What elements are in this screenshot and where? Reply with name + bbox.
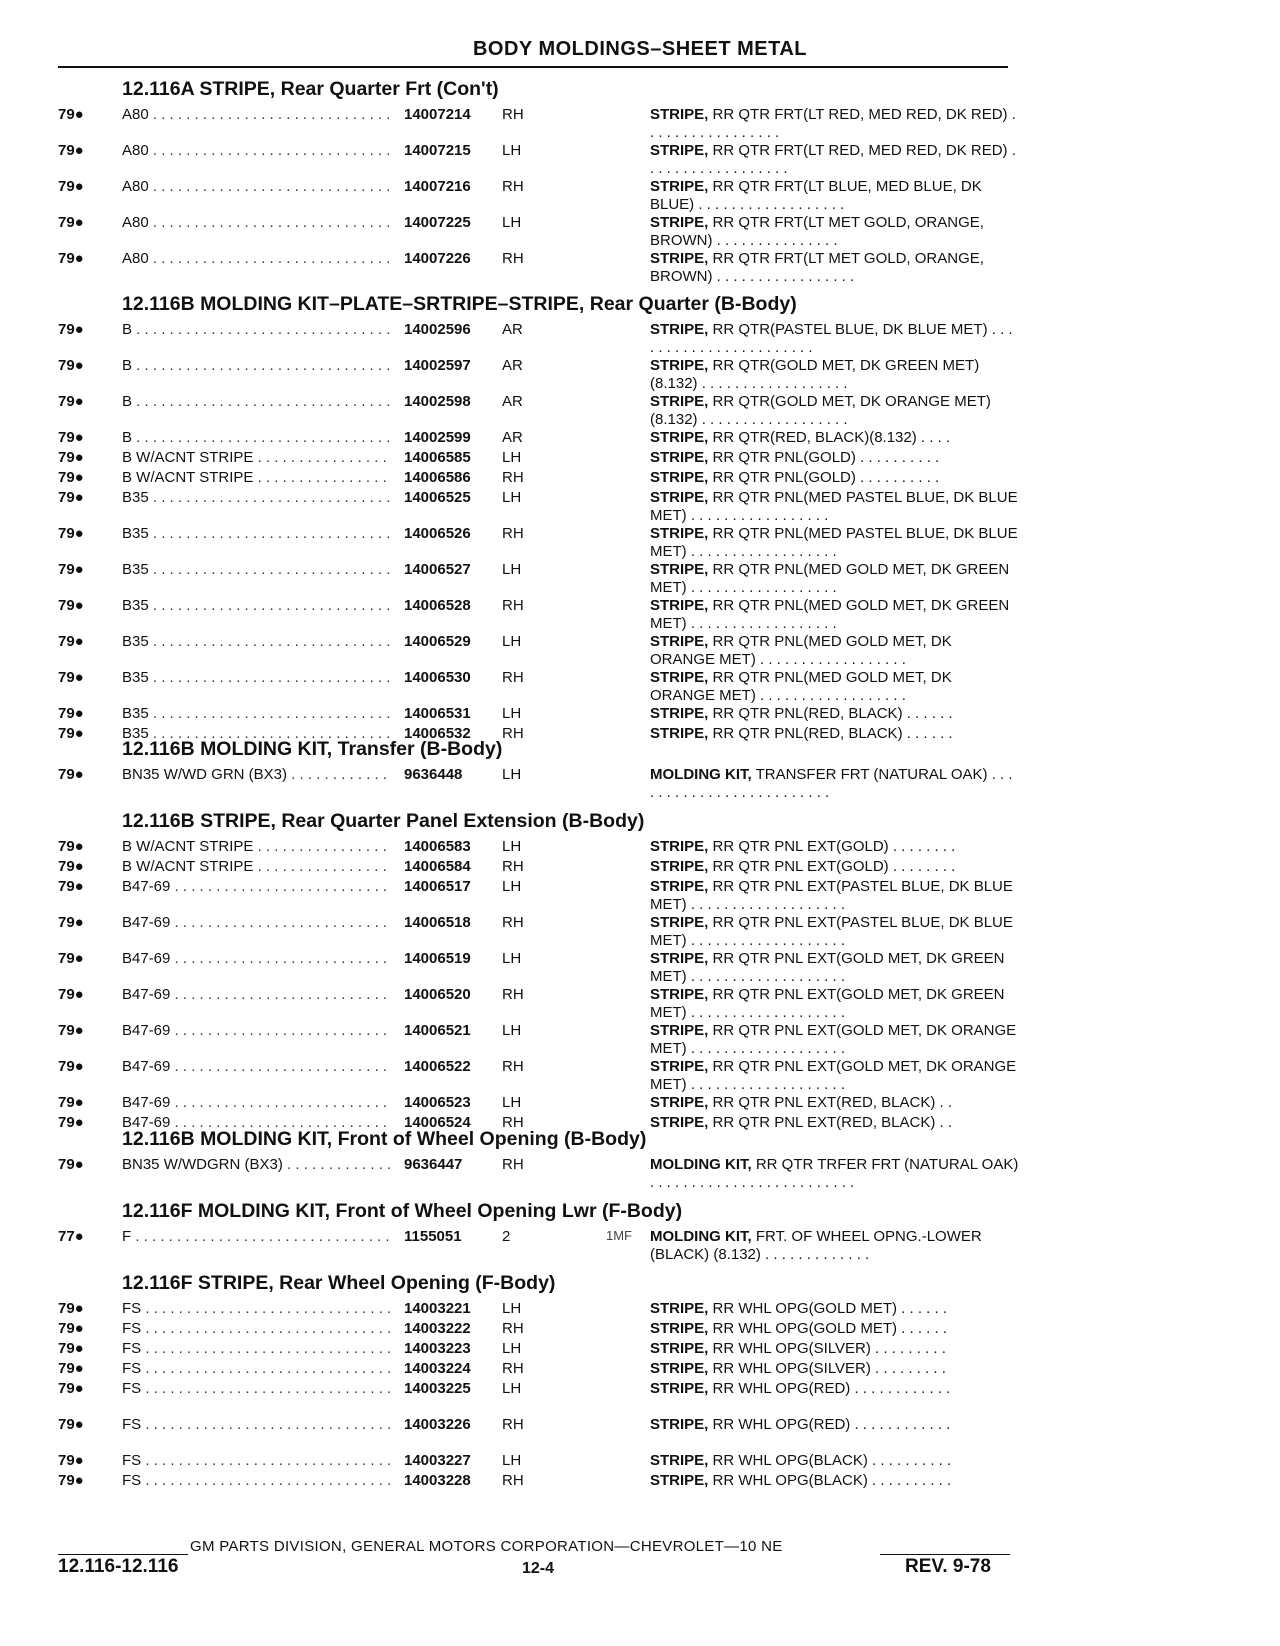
illustration-ref: 79●	[58, 1114, 84, 1131]
part-description-detail: RR QTR(GOLD MET, DK GREEN MET)(8.132) . . . . . . . . . . . . . . . . . .	[650, 357, 980, 392]
section-heading: 12.116B MOLDING KIT, Transfer (B-Body)	[122, 738, 503, 760]
part-description	[650, 766, 1020, 802]
part-description-name: STRIPE,	[650, 633, 709, 650]
section-heading: 12.116B STRIPE, Rear Quarter Panel Extension (B-Body)	[122, 810, 645, 832]
part-description-detail: RR WHL OPG(GOLD MET) . . . . . .	[712, 1300, 947, 1317]
application-code: B35 . . .	[122, 489, 392, 506]
application-code: B W/ACNT STRIPE . . .	[122, 858, 392, 875]
application-code: B . . .	[122, 357, 392, 374]
application-code: A80 . . .	[122, 250, 392, 267]
illustration-ref: 79●	[58, 766, 84, 783]
part-number: 14006517	[400, 878, 471, 895]
part-description-detail: RR QTR PNL(MED GOLD MET, DK GREEN MET) . . . . . . . . . . . . . . . . . .	[650, 597, 1010, 632]
part-description-name: STRIPE,	[650, 469, 709, 486]
footer-rule-left	[58, 1554, 188, 1555]
part-number: 14006522	[400, 1058, 471, 1075]
footer-rule-right	[880, 1554, 1010, 1555]
part-description-detail: RR QTR PNL EXT(GOLD MET, DK ORANGE MET) . . . . . . . . . . . . . . . . . . .	[650, 1022, 1017, 1057]
part-description-name: STRIPE,	[650, 1452, 709, 1469]
part-description	[650, 357, 1020, 393]
illustration-ref: 79●	[58, 489, 84, 506]
quantity: RH	[502, 525, 524, 542]
application-code: FS . . .	[122, 1360, 392, 1377]
application-code: B35 . . .	[122, 525, 392, 542]
quantity: RH	[502, 1320, 524, 1337]
part-number: 14006525	[400, 489, 471, 506]
page-title: BODY MOLDINGS–SHEET METAL	[472, 38, 807, 60]
part-number: 14006520	[400, 986, 471, 1003]
part-number: 14003226	[400, 1416, 471, 1433]
part-description-name: STRIPE,	[650, 1094, 709, 1111]
header-rule	[58, 66, 1008, 68]
part-description-detail: RR QTR PNL(MED PASTEL BLUE, DK BLUE MET) . . . . . . . . . . . . . . . . . .	[650, 525, 1018, 560]
part-description-name: STRIPE,	[650, 669, 709, 686]
part-description	[650, 250, 1020, 286]
part-number: 14006524	[400, 1114, 471, 1131]
part-description	[650, 633, 1020, 669]
part-number: 14006583	[400, 838, 471, 855]
part-description-name: STRIPE,	[650, 429, 709, 446]
part-number: 14006529	[400, 633, 471, 650]
part-description	[650, 449, 1020, 467]
part-description-name: STRIPE,	[650, 1416, 709, 1433]
application-code: B35 . . .	[122, 669, 392, 686]
quantity: AR	[502, 393, 523, 410]
illustration-ref: 79●	[58, 449, 84, 466]
part-description	[650, 705, 1020, 723]
part-description	[650, 1472, 1020, 1490]
illustration-ref: 79●	[58, 597, 84, 614]
part-description-name: STRIPE,	[650, 1380, 709, 1397]
part-description	[650, 321, 1020, 357]
part-description-name: STRIPE,	[650, 214, 709, 231]
illustration-ref: 79●	[58, 1300, 84, 1317]
application-code: B W/ACNT STRIPE . . .	[122, 449, 392, 466]
part-description	[650, 1300, 1020, 1318]
application-code: A80 . . .	[122, 214, 392, 231]
dealer-code: 1MF	[606, 1228, 632, 1243]
application-code: B47-69 . . .	[122, 1114, 392, 1131]
application-code: B W/ACNT STRIPE . . .	[122, 838, 392, 855]
illustration-ref: 79●	[58, 633, 84, 650]
application-code: B35 . . .	[122, 633, 392, 650]
illustration-ref: 79●	[58, 250, 84, 267]
quantity: 2	[502, 1228, 511, 1245]
part-description	[650, 1156, 1020, 1192]
application-code: FS . . .	[122, 1472, 392, 1489]
quantity: RH	[502, 669, 524, 686]
part-number: 14003225	[400, 1380, 471, 1397]
application-code: FS . . .	[122, 1340, 392, 1357]
quantity: LH	[502, 1094, 522, 1111]
part-description-name: STRIPE,	[650, 357, 709, 374]
part-description-detail: RR QTR(GOLD MET, DK ORANGE MET)(8.132) . . . . . . . . . . . . . . . . . .	[650, 393, 991, 428]
part-description	[650, 429, 1020, 447]
illustration-ref: 79●	[58, 429, 84, 446]
illustration-ref: 79●	[58, 986, 84, 1003]
part-description	[650, 858, 1020, 876]
application-code: FS . . .	[122, 1300, 392, 1317]
application-code: A80 . . .	[122, 178, 392, 195]
part-description-name: MOLDING KIT,	[650, 1156, 752, 1173]
illustration-ref: 79●	[58, 321, 84, 338]
part-number: 14002598	[400, 393, 471, 410]
part-description-name: STRIPE,	[650, 321, 709, 338]
quantity: LH	[502, 878, 522, 895]
quantity: LH	[502, 838, 522, 855]
part-number: 14006585	[400, 449, 471, 466]
illustration-ref: 79●	[58, 561, 84, 578]
application-code: B47-69 . . .	[122, 950, 392, 967]
part-description-name: STRIPE,	[650, 1022, 709, 1039]
application-code: B47-69 . . .	[122, 1094, 392, 1111]
part-description-name: STRIPE,	[650, 1300, 709, 1317]
part-description-name: STRIPE,	[650, 250, 709, 267]
quantity: LH	[502, 214, 522, 231]
quantity: RH	[502, 986, 524, 1003]
part-number: 14007214	[400, 106, 471, 123]
part-description	[650, 525, 1020, 561]
part-description	[650, 561, 1020, 597]
quantity: LH	[502, 633, 522, 650]
application-code: B47-69 . . .	[122, 914, 392, 931]
part-description-detail: RR WHL OPG(RED) . . . . . . . . . . . .	[712, 1380, 951, 1397]
part-description	[650, 1380, 1020, 1398]
part-number: 14006519	[400, 950, 471, 967]
part-number: 14003222	[400, 1320, 471, 1337]
part-description-name: STRIPE,	[650, 1114, 709, 1131]
section-heading: 12.116A STRIPE, Rear Quarter Frt (Con't)	[122, 78, 499, 100]
illustration-ref: 79●	[58, 950, 84, 967]
application-code: B . . .	[122, 429, 392, 446]
illustration-ref: 79●	[58, 1058, 84, 1075]
quantity: RH	[502, 1114, 524, 1131]
quantity: RH	[502, 250, 524, 267]
part-number: 14003228	[400, 1472, 471, 1489]
part-description-detail: RR QTR PNL(RED, BLACK) . . . . . .	[712, 705, 953, 722]
part-description	[650, 1452, 1020, 1470]
illustration-ref: 79●	[58, 878, 84, 895]
section-heading: 12.116F MOLDING KIT, Front of Wheel Opening Lwr (F-Body)	[122, 1200, 683, 1222]
part-number: 14003221	[400, 1300, 471, 1317]
illustration-ref: 79●	[58, 106, 84, 123]
part-number: 14002597	[400, 357, 471, 374]
part-description-detail: RR QTR PNL(MED GOLD MET, DK ORANGE MET) . . . . . . . . . . . . . . . . . .	[650, 669, 952, 704]
part-description-detail: RR QTR FRT(LT BLUE, MED BLUE, DK BLUE) . . . . . . . . . . . . . . . . . .	[650, 178, 982, 213]
part-description	[650, 1340, 1020, 1358]
application-code: A80 . . .	[122, 142, 392, 159]
footer-revision: REV. 9-78	[905, 1556, 991, 1577]
quantity: LH	[502, 950, 522, 967]
part-description-name: STRIPE,	[650, 525, 709, 542]
part-description	[650, 1416, 1020, 1434]
quantity: RH	[502, 178, 524, 195]
part-description-detail: RR QTR FRT(LT RED, MED RED, DK RED) . . . . . . . . . . . . . . . . . .	[650, 142, 1016, 177]
quantity: RH	[502, 725, 524, 742]
part-description-detail: RR QTR PNL EXT(GOLD) . . . . . . . .	[712, 858, 956, 875]
quantity: RH	[502, 1058, 524, 1075]
part-description-detail: RR QTR PNL EXT(RED, BLACK) . .	[712, 1094, 953, 1111]
part-number: 14003223	[400, 1340, 471, 1357]
quantity: LH	[502, 489, 522, 506]
part-number: 14007215	[400, 142, 471, 159]
illustration-ref: 79●	[58, 705, 84, 722]
part-description	[650, 214, 1020, 250]
part-description	[650, 106, 1020, 142]
illustration-ref: 79●	[58, 357, 84, 374]
quantity: AR	[502, 429, 523, 446]
part-description-name: STRIPE,	[650, 489, 709, 506]
quantity: RH	[502, 106, 524, 123]
part-description-detail: RR QTR PNL EXT(GOLD MET, DK ORANGE MET) . . . . . . . . . . . . . . . . . . .	[650, 1058, 1017, 1093]
section-heading: 12.116F STRIPE, Rear Wheel Opening (F-Body)	[122, 1272, 556, 1294]
part-description-detail: RR WHL OPG(RED) . . . . . . . . . . . .	[712, 1416, 951, 1433]
illustration-ref: 79●	[58, 469, 84, 486]
part-description-name: STRIPE,	[650, 950, 709, 967]
quantity: RH	[502, 1156, 524, 1173]
part-description	[650, 469, 1020, 487]
part-description	[650, 393, 1020, 429]
illustration-ref: 79●	[58, 1472, 84, 1489]
application-code: BN35 W/WDGRN (BX3) . . .	[122, 1156, 392, 1173]
application-code: B35 . . .	[122, 725, 392, 742]
illustration-ref: 79●	[58, 669, 84, 686]
part-description-detail: FRT. OF WHEEL OPNG.-LOWER (BLACK) (8.132) . . . . . . . . . . . . .	[650, 1228, 982, 1263]
part-description-name: STRIPE,	[650, 858, 709, 875]
part-description	[650, 1094, 1020, 1112]
illustration-ref: 79●	[58, 142, 84, 159]
illustration-ref: 79●	[58, 178, 84, 195]
part-number: 1155051	[400, 1228, 462, 1245]
illustration-ref: 79●	[58, 858, 84, 875]
part-number: 14002596	[400, 321, 471, 338]
part-description	[650, 669, 1020, 705]
part-description	[650, 878, 1020, 914]
part-description-name: STRIPE,	[650, 1320, 709, 1337]
part-description-detail: RR QTR PNL(MED GOLD MET, DK GREEN MET) . . . . . . . . . . . . . . . . . .	[650, 561, 1010, 596]
quantity: RH	[502, 858, 524, 875]
part-description-name: STRIPE,	[650, 725, 709, 742]
part-description-name: STRIPE,	[650, 561, 709, 578]
part-description	[650, 1228, 1020, 1264]
application-code: A80 . . .	[122, 106, 392, 123]
illustration-ref: 79●	[58, 1416, 84, 1433]
part-description	[650, 1114, 1020, 1132]
application-code: B47-69 . . .	[122, 878, 392, 895]
part-number: 14006521	[400, 1022, 471, 1039]
part-description-name: STRIPE,	[650, 1360, 709, 1377]
part-number: 14006531	[400, 705, 471, 722]
illustration-ref: 79●	[58, 1380, 84, 1397]
part-description-detail: RR QTR PNL(MED PASTEL BLUE, DK BLUE MET) . . . . . . . . . . . . . . . . .	[650, 489, 1018, 524]
part-number: 14006584	[400, 858, 471, 875]
part-number: 14007216	[400, 178, 471, 195]
part-description-detail: RR QTR PNL(GOLD) . . . . . . . . . .	[712, 469, 940, 486]
application-code: FS . . .	[122, 1320, 392, 1337]
footer-division: GM PARTS DIVISION, GENERAL MOTORS CORPORATION—CHEVROLET—10 NE	[190, 1538, 783, 1555]
application-code: B35 . . .	[122, 597, 392, 614]
application-code: B . . .	[122, 393, 392, 410]
illustration-ref: 79●	[58, 914, 84, 931]
quantity: RH	[502, 469, 524, 486]
quantity: LH	[502, 766, 522, 783]
application-code: FS . . .	[122, 1416, 392, 1433]
part-description-name: STRIPE,	[650, 878, 709, 895]
part-description-detail: RR QTR(RED, BLACK)(8.132) . . . .	[712, 429, 951, 446]
part-description-name: STRIPE,	[650, 1340, 709, 1357]
application-code: FS . . .	[122, 1380, 392, 1397]
part-description	[650, 1360, 1020, 1378]
part-description	[650, 950, 1020, 986]
part-description-name: MOLDING KIT,	[650, 766, 752, 783]
part-description	[650, 142, 1020, 178]
quantity: LH	[502, 1452, 522, 1469]
illustration-ref: 79●	[58, 1360, 84, 1377]
part-description-name: STRIPE,	[650, 597, 709, 614]
application-code: FS . . .	[122, 1452, 392, 1469]
part-description-detail: RR QTR TRFER FRT (NATURAL OAK) . . . . . . . . . . . . . . . . . . . . . . . . .	[650, 1156, 1019, 1191]
part-description	[650, 1058, 1020, 1094]
quantity: RH	[502, 1416, 524, 1433]
application-code: B35 . . .	[122, 561, 392, 578]
part-description-detail: RR WHL OPG(SILVER) . . . . . . . . .	[712, 1360, 946, 1377]
illustration-ref: 79●	[58, 838, 84, 855]
footer-range: 12.116-12.116	[58, 1556, 179, 1577]
part-description-detail: TRANSFER FRT (NATURAL OAK) . . . . . . . . . . . . . . . . . . . . . . . . .	[650, 766, 1013, 801]
illustration-ref: 79●	[58, 1340, 84, 1357]
quantity: LH	[502, 142, 522, 159]
part-description-name: STRIPE,	[650, 393, 709, 410]
quantity: LH	[502, 561, 522, 578]
part-description	[650, 1320, 1020, 1338]
illustration-ref: 79●	[58, 725, 84, 742]
part-description-detail: RR WHL OPG(SILVER) . . . . . . . . .	[712, 1340, 946, 1357]
part-number: 14006518	[400, 914, 471, 931]
part-description-name: STRIPE,	[650, 1472, 709, 1489]
part-description-detail: RR QTR PNL EXT(RED, BLACK) . .	[712, 1114, 953, 1131]
part-description-detail: RR QTR FRT(LT MET GOLD, ORANGE, BROWN) . . . . . . . . . . . . . . .	[650, 214, 984, 249]
part-description-name: STRIPE,	[650, 178, 709, 195]
part-description-detail: RR WHL OPG(BLACK) . . . . . . . . . .	[712, 1472, 952, 1489]
part-number: 14007226	[400, 250, 471, 267]
quantity: RH	[502, 1472, 524, 1489]
part-description-name: STRIPE,	[650, 1058, 709, 1075]
footer-page-number: 12-4	[522, 1560, 555, 1577]
illustration-ref: 79●	[58, 1094, 84, 1111]
part-number: 14006530	[400, 669, 471, 686]
part-description-detail: RR WHL OPG(GOLD MET) . . . . . .	[712, 1320, 947, 1337]
part-description-name: STRIPE,	[650, 106, 709, 123]
part-description-detail: RR QTR PNL EXT(PASTEL BLUE, DK BLUE MET) . . . . . . . . . . . . . . . . . . .	[650, 914, 1013, 949]
quantity: LH	[502, 705, 522, 722]
part-description-name: STRIPE,	[650, 449, 709, 466]
section-heading: 12.116B MOLDING KIT, Front of Wheel Opening (B-Body)	[122, 1128, 647, 1150]
illustration-ref: 79●	[58, 1320, 84, 1337]
quantity: LH	[502, 1022, 522, 1039]
part-description-detail: RR QTR(PASTEL BLUE, DK BLUE MET) . . . . . . . . . . . . . . . . . . . . . . .	[650, 321, 1013, 356]
illustration-ref: 79●	[58, 393, 84, 410]
part-number: 14006526	[400, 525, 471, 542]
application-code: B W/ACNT STRIPE . . .	[122, 469, 392, 486]
illustration-ref: 77●	[58, 1228, 84, 1245]
quantity: RH	[502, 1360, 524, 1377]
section-heading: 12.116B MOLDING KIT–PLATE–SRTRIPE–STRIPE, Rear Quarter (B-Body)	[122, 293, 797, 315]
part-number: 14007225	[400, 214, 471, 231]
part-description-name: STRIPE,	[650, 838, 709, 855]
part-description-detail: RR QTR PNL(GOLD) . . . . . . . . . .	[712, 449, 940, 466]
part-number: 14002599	[400, 429, 471, 446]
application-code: B47-69 . . .	[122, 1058, 392, 1075]
part-description-detail: RR QTR FRT(LT RED, MED RED, DK RED) . . . . . . . . . . . . . . . . .	[650, 106, 1016, 141]
part-description-detail: RR QTR PNL EXT(GOLD MET, DK GREEN MET) . . . . . . . . . . . . . . . . . . .	[650, 986, 1005, 1021]
quantity: RH	[502, 597, 524, 614]
illustration-ref: 79●	[58, 525, 84, 542]
part-number: 14006527	[400, 561, 471, 578]
part-description-detail: RR QTR FRT(LT MET GOLD, ORANGE, BROWN) . . . . . . . . . . . . . . . . .	[650, 250, 984, 285]
part-description-detail: RR QTR PNL(RED, BLACK) . . . . . .	[712, 725, 953, 742]
illustration-ref: 79●	[58, 1452, 84, 1469]
illustration-ref: 79●	[58, 214, 84, 231]
part-description-name: STRIPE,	[650, 705, 709, 722]
application-code: B47-69 . . .	[122, 986, 392, 1003]
part-description-name: STRIPE,	[650, 986, 709, 1003]
illustration-ref: 79●	[58, 1022, 84, 1039]
application-code: F . . .	[122, 1228, 392, 1245]
part-number: 14003227	[400, 1452, 471, 1469]
part-number: 14006586	[400, 469, 471, 486]
quantity: LH	[502, 1300, 522, 1317]
quantity: AR	[502, 357, 523, 374]
part-description-name: MOLDING KIT,	[650, 1228, 752, 1245]
quantity: LH	[502, 1340, 522, 1357]
application-code: B35 . . .	[122, 705, 392, 722]
part-number: 9636447	[400, 1156, 462, 1173]
part-number: 14006528	[400, 597, 471, 614]
illustration-ref: 79●	[58, 1156, 84, 1173]
application-code: BN35 W/WD GRN (BX3) . . .	[122, 766, 392, 783]
part-description-detail: RR QTR PNL(MED GOLD MET, DK ORANGE MET) . . . . . . . . . . . . . . . . . .	[650, 633, 952, 668]
part-description-detail: RR QTR PNL EXT(PASTEL BLUE, DK BLUE MET) . . . . . . . . . . . . . . . . . . .	[650, 878, 1013, 913]
part-description	[650, 489, 1020, 525]
part-description-name: STRIPE,	[650, 142, 709, 159]
part-number: 14003224	[400, 1360, 471, 1377]
part-description-name: STRIPE,	[650, 914, 709, 931]
part-description-detail: RR WHL OPG(BLACK) . . . . . . . . . .	[712, 1452, 952, 1469]
part-number: 14006532	[400, 725, 471, 742]
part-description-detail: RR QTR PNL EXT(GOLD MET, DK GREEN MET) . . . . . . . . . . . . . . . . . . .	[650, 950, 1005, 985]
part-description	[650, 914, 1020, 950]
part-description-detail: RR QTR PNL EXT(GOLD) . . . . . . . .	[712, 838, 956, 855]
part-description	[650, 178, 1020, 214]
part-number: 14006523	[400, 1094, 471, 1111]
part-description	[650, 986, 1020, 1022]
part-number: 9636448	[400, 766, 462, 783]
quantity: LH	[502, 449, 522, 466]
part-description	[650, 838, 1020, 856]
quantity: LH	[502, 1380, 522, 1397]
quantity: RH	[502, 914, 524, 931]
quantity: AR	[502, 321, 523, 338]
part-description	[650, 725, 1020, 743]
part-description	[650, 1022, 1020, 1058]
application-code: B . . .	[122, 321, 392, 338]
part-description	[650, 597, 1020, 633]
application-code: B47-69 . . .	[122, 1022, 392, 1039]
